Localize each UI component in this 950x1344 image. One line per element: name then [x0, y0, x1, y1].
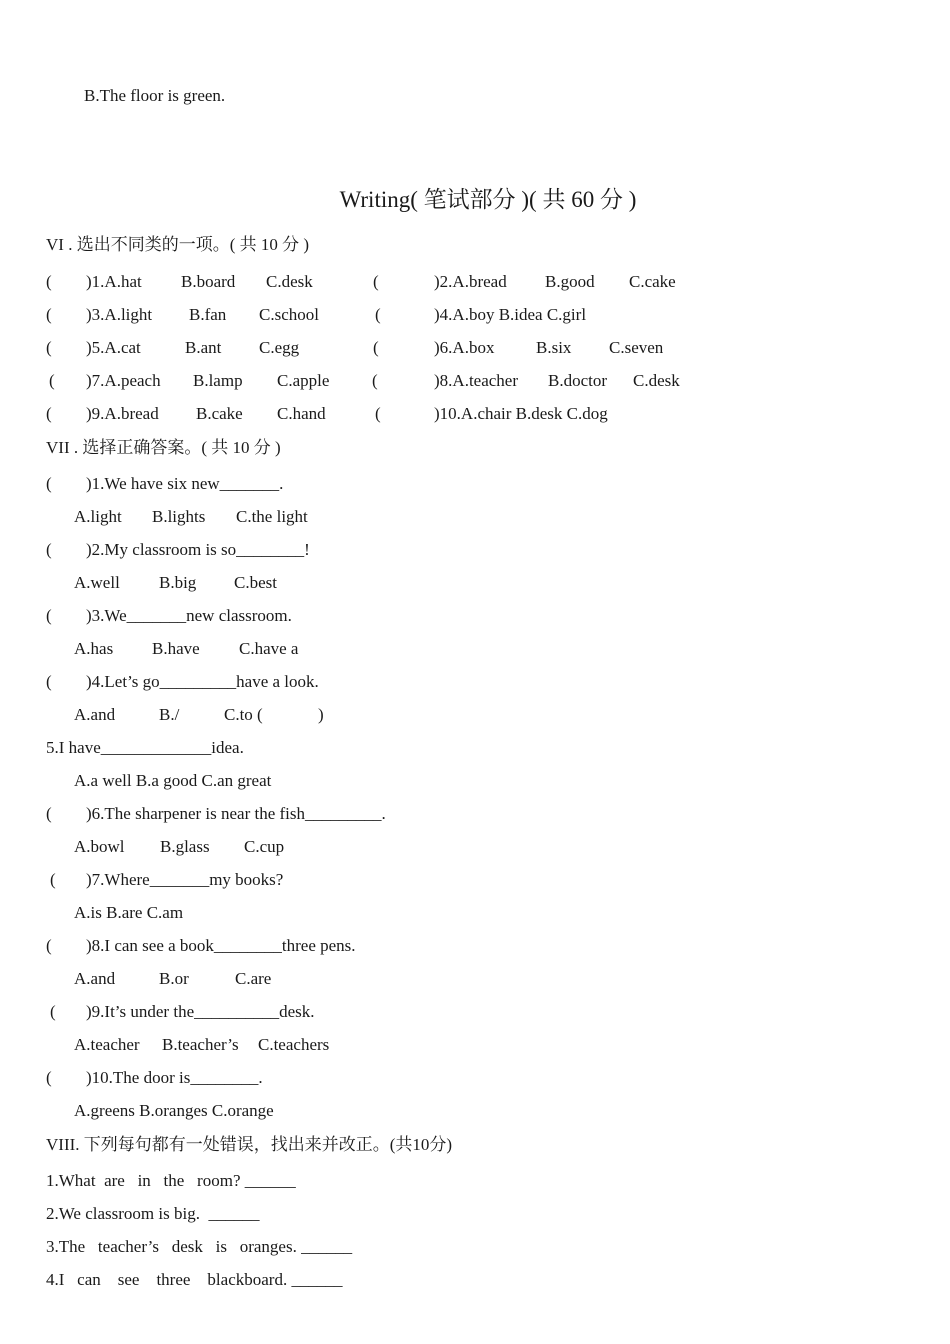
correction-item: 4.I can see three blackboard. ______ [46, 1270, 343, 1289]
section-7-heading: VII . 选择正确答案。( 共 10 分 ) [46, 438, 281, 457]
option-c: C.best [234, 573, 277, 592]
option-a: A.teacher [74, 1035, 140, 1054]
option-a: )2.A.bread [434, 272, 507, 291]
page-title: Writing( 笔试部分 )( 共 60 分 ) [339, 187, 637, 212]
option-b: B.lamp [193, 371, 243, 390]
option-b: B.glass [160, 837, 210, 856]
option-b: B.have [152, 639, 200, 658]
option-a: )8.A.teacher [434, 371, 519, 390]
bracket: ( [375, 404, 381, 423]
question-text: 5.I have_____________idea. [46, 738, 244, 757]
option-c: C.cup [244, 837, 285, 856]
bracket: ( [46, 606, 52, 625]
option-c: C.to ( [224, 705, 263, 724]
question-text: )4.Let’s go_________have a look. [86, 672, 319, 691]
question-text: )3.We_______new classroom. [86, 606, 292, 625]
option-a: )6.A.box [434, 338, 495, 357]
option-c: C.the light [236, 507, 308, 526]
option-c: C.school [259, 305, 319, 324]
option-c: C.desk [266, 272, 313, 291]
option-b: B.cake [196, 404, 243, 423]
option-b: B.lights [152, 507, 206, 526]
option-a: )1.A.hat [86, 272, 142, 291]
option-a: )4.A.boy B.idea C.girl [434, 305, 587, 324]
option-c: C.teachers [258, 1035, 330, 1054]
bracket: ( [46, 672, 52, 691]
option-b: B.teacher’s [162, 1035, 239, 1054]
question-text: )1.We have six new_______. [86, 474, 284, 493]
option-c: C.are [235, 969, 272, 988]
bracket: ( [46, 540, 52, 559]
option-c: C.apple [277, 371, 330, 390]
option-a: )10.A.chair B.desk C.dog [434, 404, 608, 423]
option-c: C.cake [629, 272, 676, 291]
question-text: )8.I can see a book________three pens. [86, 936, 356, 955]
bracket: ( [46, 272, 52, 291]
option-b: B.board [181, 272, 236, 291]
bracket: ( [46, 474, 52, 493]
option-a: )9.A.bread [86, 404, 159, 423]
option-b: B.doctor [548, 371, 608, 390]
bracket: ( [46, 1068, 52, 1087]
correction-item: 2.We classroom is big. ______ [46, 1204, 260, 1223]
option-a: A.is B.are C.am [74, 903, 184, 922]
top-line: B.The floor is green. [84, 86, 226, 105]
bracket: ( [46, 404, 52, 423]
option-b: B.or [159, 969, 189, 988]
bracket: ( [49, 371, 55, 390]
option-c: C.egg [259, 338, 300, 357]
correction-item: 3.The teacher’s desk is oranges. ______ [46, 1237, 353, 1256]
bracket-close: ) [318, 705, 324, 724]
option-a: )7.A.peach [86, 371, 161, 390]
option-b: B.fan [189, 305, 227, 324]
bracket: ( [50, 1002, 56, 1021]
option-a: A.and [74, 705, 116, 724]
question-text: )10.The door is________. [86, 1068, 263, 1087]
question-text: )9.It’s under the__________desk. [86, 1002, 315, 1021]
bracket: ( [50, 870, 56, 889]
option-a: )3.A.light [86, 305, 153, 324]
bracket: ( [375, 305, 381, 324]
option-a: A.well [74, 573, 120, 592]
section-8-heading: VIII. 下列每句都有一处错误，找出来并改正。(共10分) [46, 1135, 453, 1154]
bracket: ( [46, 305, 52, 324]
option-a: A.a well B.a good C.an great [74, 771, 272, 790]
option-a: )5.A.cat [86, 338, 141, 357]
correction-item: 1.What are in the room? ______ [46, 1171, 296, 1190]
option-b: B./ [159, 705, 180, 724]
option-c: C.desk [633, 371, 680, 390]
question-text: )2.My classroom is so________! [86, 540, 310, 559]
bracket: ( [46, 804, 52, 823]
question-text: )7.Where_______my books? [86, 870, 284, 889]
option-a: A.has [74, 639, 114, 658]
option-b: B.big [159, 573, 197, 592]
option-a: A.greens B.oranges C.orange [74, 1101, 274, 1120]
section-6-heading: VI . 选出不同类的一项。( 共 10 分 ) [46, 235, 310, 254]
bracket: ( [373, 338, 379, 357]
bracket: ( [373, 272, 379, 291]
bracket: ( [46, 338, 52, 357]
option-c: C.seven [609, 338, 664, 357]
question-text: )6.The sharpener is near the fish_________. [86, 804, 386, 823]
bracket: ( [372, 371, 378, 390]
option-b: B.six [536, 338, 572, 357]
bracket: ( [46, 936, 52, 955]
option-a: A.bowl [74, 837, 125, 856]
option-c: C.have a [239, 639, 299, 658]
option-a: A.light [74, 507, 122, 526]
option-c: C.hand [277, 404, 326, 423]
option-b: B.good [545, 272, 595, 291]
option-a: A.and [74, 969, 116, 988]
option-b: B.ant [185, 338, 222, 357]
